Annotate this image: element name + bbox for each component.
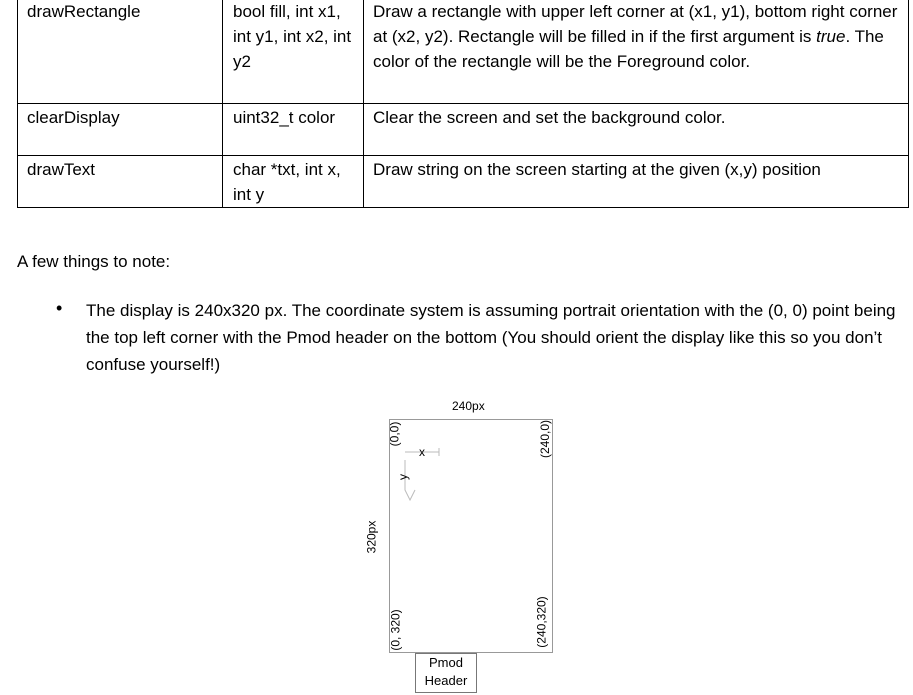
notes-heading: A few things to note: [17,252,171,271]
function-table [17,0,909,208]
bottom-right-coord: (240,320) [534,596,549,648]
height-label: 320px [364,520,379,554]
function-params: bool fill, int x1, int y1, int x2, int y2 [223,0,364,104]
function-name: clearDisplay [18,104,223,156]
bottom-left-coord: (0, 320) [388,609,403,651]
table-row [18,104,909,156]
x-axis-label: x [419,445,425,459]
function-params: char *txt, int x, int y [223,156,364,208]
function-desc: Draw string on the screen starting at the given (x,y) position [364,156,909,208]
table-row [18,156,909,208]
pmod-header [415,653,477,693]
desc-italic: true [816,27,846,46]
top-right-coord: (240,0) [538,419,553,459]
function-name: drawText [18,156,223,208]
header-label: Header [424,673,468,688]
function-params: uint32_t color [223,104,364,156]
bullet-icon: • [56,298,63,318]
width-label: 240px [452,399,485,413]
pmod-label: Pmod [429,655,463,670]
desc-text: Draw a rectangle with upper left corner at (x1, y1), bottom right corner at (x2, y2). Rectangle will be filled in if the first argument is [373,2,898,46]
function-desc [364,0,909,104]
function-desc: Clear the screen and set the background color. [364,104,909,156]
desc-text: . The color of the rectangle will be the Foreground color. [373,27,884,71]
top-left-coord: (0,0) [387,421,402,447]
bullet-text: The display is 240x320 px. The coordinate system is assuming portrait orientation with the (0, 0) point being the top left corner with the Pmod header on the bottom (You should orient the display like this so you don’t confuse yourself!) [86,301,896,374]
table-row [18,0,909,104]
y-axis-label: y [396,474,410,480]
function-name: drawRectangle [18,0,223,104]
